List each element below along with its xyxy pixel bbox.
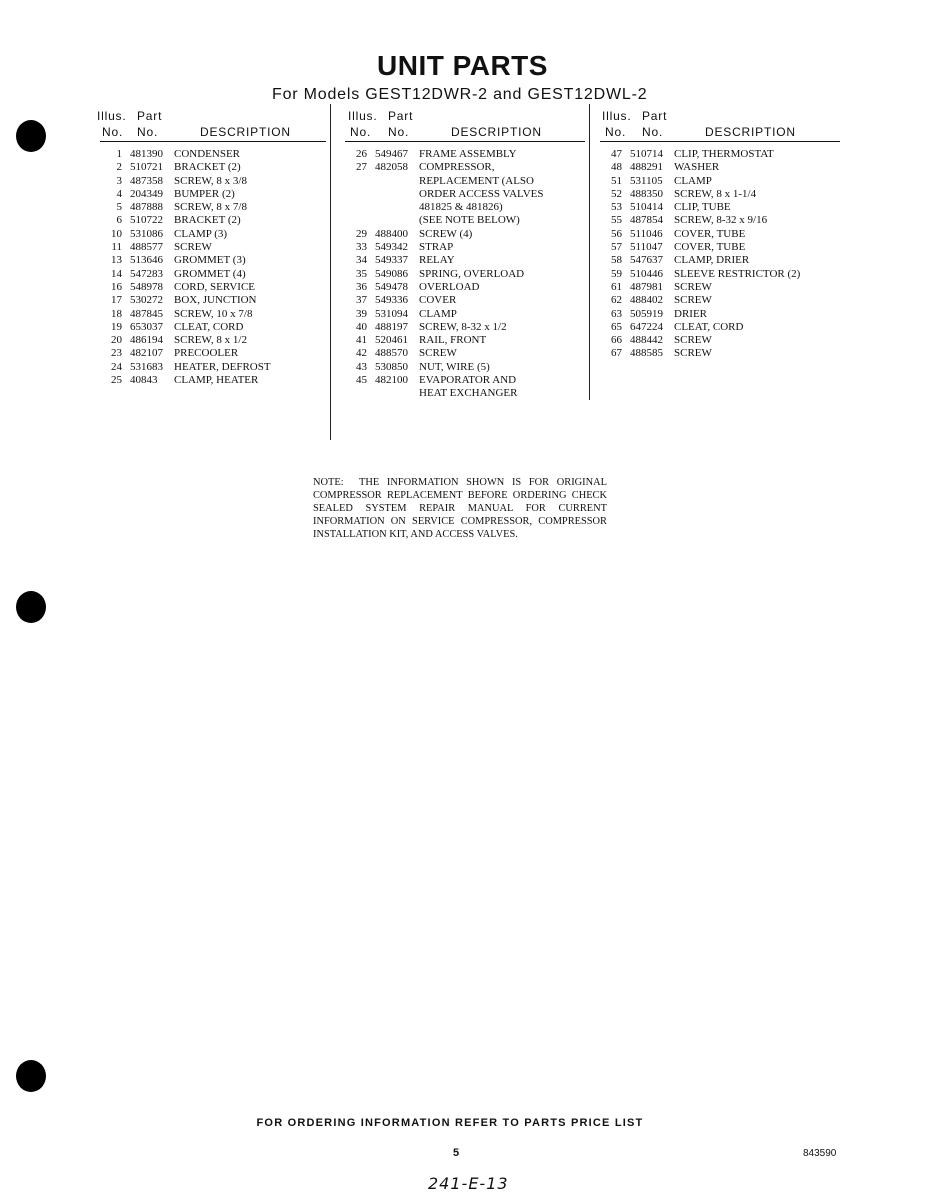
description: GROMMET (3) — [174, 254, 246, 267]
table-row — [100, 161, 326, 174]
part-no: 488350 — [630, 187, 663, 200]
part-no: 531105 — [630, 174, 663, 187]
description: SCREW — [674, 294, 712, 307]
illus-no: 57 — [611, 241, 622, 254]
parts-list — [600, 148, 840, 361]
part-no: 549086 — [375, 267, 408, 280]
illus-no: 2 — [116, 161, 122, 174]
illus-no: 39 — [356, 307, 367, 320]
table-row — [345, 148, 585, 161]
table-row — [600, 254, 840, 267]
column-header — [600, 107, 840, 142]
table-row — [345, 214, 585, 227]
table-row — [100, 281, 326, 294]
illus-no: 6 — [116, 214, 122, 227]
part-no: 530850 — [375, 360, 408, 373]
part-no: 547637 — [630, 254, 663, 267]
parts-list — [100, 148, 326, 387]
part-no: 488570 — [375, 347, 408, 360]
table-row — [345, 347, 585, 360]
description: PRECOOLER — [174, 347, 239, 360]
table-row — [600, 347, 840, 360]
part-no: 487845 — [130, 307, 163, 320]
illus-no: 10 — [111, 227, 122, 240]
illus-no: 33 — [356, 241, 367, 254]
table-row — [100, 321, 326, 334]
table-row — [100, 254, 326, 267]
illus-no: 66 — [611, 334, 622, 347]
description: REPLACEMENT (ALSO — [419, 174, 534, 187]
description: NUT, WIRE (5) — [419, 360, 490, 373]
illus-no: 29 — [356, 227, 367, 240]
header-part: Part — [642, 109, 668, 123]
models-subtitle: For Models GEST12DWR-2 and GEST12DWL-2 — [272, 86, 648, 103]
part-no: 482100 — [375, 374, 408, 387]
illus-no: 13 — [111, 254, 122, 267]
description: RELAY — [419, 254, 455, 267]
part-no: 505919 — [630, 307, 663, 320]
table-row — [345, 201, 585, 214]
table-row — [100, 188, 326, 201]
description: CLEAT, CORD — [174, 320, 244, 333]
part-no: 511047 — [630, 241, 663, 254]
description: ORDER ACCESS VALVES — [419, 187, 544, 200]
table-row — [600, 268, 840, 281]
header-part-no: No. — [642, 125, 664, 139]
table-row — [345, 228, 585, 241]
illus-no — [345, 214, 367, 227]
table-row — [600, 321, 840, 334]
table-row — [600, 241, 840, 254]
illus-no: 4 — [116, 187, 122, 200]
document-number: 843590 — [803, 1148, 837, 1159]
illus-no: 42 — [356, 347, 367, 360]
illus-no — [345, 387, 367, 400]
description: CLAMP — [674, 174, 712, 187]
table-row — [345, 161, 585, 174]
description: SCREW — [674, 347, 712, 360]
description: COVER — [419, 294, 457, 307]
illus-no: 48 — [611, 161, 622, 174]
table-row — [100, 268, 326, 281]
table-row — [100, 175, 326, 188]
illus-no: 53 — [611, 201, 622, 214]
page-title: UNIT PARTS — [377, 50, 548, 81]
illus-no: 24 — [111, 360, 122, 373]
description: BUMPER (2) — [174, 187, 235, 200]
description: 481825 & 481826) — [419, 201, 503, 214]
table-row — [345, 241, 585, 254]
parts-column-1 — [97, 107, 326, 387]
illus-no: 1 — [116, 148, 122, 160]
illus-no: 51 — [611, 174, 622, 187]
table-row — [345, 268, 585, 281]
table-row — [600, 334, 840, 347]
part-no: 530272 — [130, 294, 163, 307]
part-no: 647224 — [630, 320, 663, 333]
description: SLEEVE RESTRICTOR (2) — [674, 267, 801, 280]
table-row — [100, 214, 326, 227]
table-row — [600, 281, 840, 294]
description: WASHER — [674, 161, 720, 174]
header-description: DESCRIPTION — [451, 125, 542, 139]
table-row — [100, 241, 326, 254]
table-row — [600, 294, 840, 307]
part-no: 204349 — [130, 187, 163, 200]
table-row — [345, 254, 585, 267]
column-divider-2 — [589, 104, 590, 400]
handwritten-code: 241-E-13 — [428, 1174, 509, 1193]
illus-no: 23 — [111, 347, 122, 360]
part-no: 510714 — [630, 148, 663, 160]
illus-no: 45 — [356, 374, 367, 387]
table-row — [600, 188, 840, 201]
part-no — [367, 387, 419, 400]
description: CLAMP, DRIER — [674, 254, 750, 267]
table-row — [100, 201, 326, 214]
description: GROMMET (4) — [174, 267, 246, 280]
illus-no: 62 — [611, 294, 622, 307]
part-no: 548978 — [130, 280, 163, 293]
description: BRACKET (2) — [174, 214, 241, 227]
description: CLAMP (3) — [174, 227, 228, 240]
part-no: 510722 — [130, 214, 163, 227]
description: SCREW, 10 x 7/8 — [174, 307, 253, 320]
part-no: 482058 — [375, 161, 408, 174]
description: BRACKET (2) — [174, 161, 241, 174]
parts-column-3 — [600, 107, 840, 361]
part-no: 510414 — [630, 201, 663, 214]
table-row — [345, 361, 585, 374]
illus-no: 65 — [611, 320, 622, 333]
illus-no: 20 — [111, 334, 122, 347]
description: COMPRESSOR, — [419, 161, 495, 174]
description: SCREW, 8 x 1-1/4 — [674, 187, 757, 200]
binder-hole-middle — [16, 591, 46, 623]
description: SCREW — [419, 347, 457, 360]
description: CLAMP, HEATER — [174, 374, 259, 387]
part-no: 488291 — [630, 161, 663, 174]
illus-no: 67 — [611, 347, 622, 360]
table-row — [345, 175, 585, 188]
part-no: 488197 — [375, 320, 408, 333]
part-no: 511046 — [630, 227, 663, 240]
table-row — [100, 228, 326, 241]
header-no: No. — [605, 125, 627, 139]
part-no: 482107 — [130, 347, 163, 360]
illus-no: 34 — [356, 254, 367, 267]
part-no — [367, 188, 419, 201]
header-illus: Illus. — [602, 109, 632, 123]
illus-no: 11 — [111, 241, 122, 254]
illus-no: 52 — [611, 187, 622, 200]
table-row — [100, 334, 326, 347]
part-no: 531683 — [130, 360, 163, 373]
table-row — [600, 201, 840, 214]
description: OVERLOAD — [419, 280, 480, 293]
table-row — [345, 188, 585, 201]
description: CONDENSER — [174, 148, 241, 160]
illus-no: 14 — [111, 267, 122, 280]
illus-no: 56 — [611, 227, 622, 240]
binder-hole-bottom — [16, 1060, 46, 1092]
parts-list — [345, 148, 585, 401]
illus-no — [345, 188, 367, 201]
part-no: 531086 — [130, 227, 163, 240]
part-no: 487358 — [130, 174, 163, 187]
column-header — [97, 107, 326, 142]
description: SCREW — [174, 241, 212, 254]
illus-no: 25 — [111, 374, 122, 387]
description: DRIER — [674, 307, 707, 320]
part-no: 547283 — [130, 267, 163, 280]
binder-hole-top — [16, 120, 46, 152]
table-row — [345, 294, 585, 307]
header-description: DESCRIPTION — [200, 125, 291, 139]
part-no — [367, 175, 419, 188]
description: (SEE NOTE BELOW) — [419, 214, 520, 227]
header-illus: Illus. — [97, 109, 127, 123]
part-no: 549467 — [375, 148, 408, 160]
table-row — [345, 281, 585, 294]
description: SCREW — [674, 280, 712, 293]
illus-no: 19 — [111, 320, 122, 333]
table-row — [600, 214, 840, 227]
part-no — [367, 214, 419, 227]
description: SCREW, 8-32 x 1/2 — [419, 320, 507, 333]
table-row — [100, 347, 326, 360]
illus-no: 17 — [111, 294, 122, 307]
page-number: 5 — [453, 1147, 460, 1159]
description: RAIL, FRONT — [419, 334, 487, 347]
header-no: No. — [350, 125, 372, 139]
table-row — [345, 321, 585, 334]
description: SPRING, OVERLOAD — [419, 267, 525, 280]
table-row — [600, 161, 840, 174]
part-no: 520461 — [375, 334, 408, 347]
description: SCREW, 8 x 3/8 — [174, 174, 247, 187]
illus-no: 59 — [611, 267, 622, 280]
illus-no: 3 — [116, 174, 122, 187]
description: SCREW, 8-32 x 9/16 — [674, 214, 768, 227]
description: EVAPORATOR AND — [419, 374, 517, 387]
illus-no: 41 — [356, 334, 367, 347]
part-no: 40843 — [130, 374, 158, 387]
part-no: 531094 — [375, 307, 408, 320]
header-illus: Illus. — [348, 109, 378, 123]
table-row — [600, 175, 840, 188]
illus-no: 43 — [356, 360, 367, 373]
part-no: 487888 — [130, 201, 163, 214]
part-no: 487981 — [630, 280, 663, 293]
table-row — [345, 334, 585, 347]
part-no: 510721 — [130, 161, 163, 174]
illus-no: 58 — [611, 254, 622, 267]
illus-no: 26 — [356, 148, 367, 160]
part-no: 488577 — [130, 241, 163, 254]
illus-no: 61 — [611, 280, 622, 293]
part-no: 481390 — [130, 148, 163, 160]
header-description: DESCRIPTION — [705, 125, 796, 139]
illus-no: 63 — [611, 307, 622, 320]
header-part: Part — [137, 109, 163, 123]
table-row — [345, 374, 585, 387]
description: SCREW, 8 x 7/8 — [174, 201, 247, 214]
part-no: 510446 — [630, 267, 663, 280]
description: CLIP, THERMOSTAT — [674, 148, 774, 160]
description: COVER, TUBE — [674, 227, 746, 240]
description: BOX, JUNCTION — [174, 294, 257, 307]
column-header — [345, 107, 585, 142]
description: SCREW — [674, 334, 712, 347]
description: HEAT EXCHANGER — [419, 387, 518, 400]
table-row — [600, 148, 840, 161]
illus-no — [345, 175, 367, 188]
description: SCREW (4) — [419, 227, 473, 240]
description: HEATER, DEFROST — [174, 360, 271, 373]
table-row — [100, 308, 326, 321]
illus-no: 47 — [611, 148, 622, 160]
table-row — [100, 294, 326, 307]
illus-no: 35 — [356, 267, 367, 280]
description: SCREW, 8 x 1/2 — [174, 334, 247, 347]
part-no — [367, 201, 419, 214]
part-no: 488585 — [630, 347, 663, 360]
part-no: 487854 — [630, 214, 663, 227]
part-no: 549336 — [375, 294, 408, 307]
part-no: 549342 — [375, 241, 408, 254]
parts-column-2 — [345, 107, 585, 401]
description: CORD, SERVICE — [174, 280, 256, 293]
table-row — [345, 387, 585, 400]
description: COVER, TUBE — [674, 241, 746, 254]
illus-no: 40 — [356, 320, 367, 333]
compressor-note — [313, 476, 607, 541]
description: CLAMP — [419, 307, 457, 320]
illus-no: 55 — [611, 214, 622, 227]
table-row — [100, 374, 326, 387]
table-row — [100, 148, 326, 161]
part-no: 513646 — [130, 254, 163, 267]
illus-no — [345, 201, 367, 214]
part-no: 488442 — [630, 334, 663, 347]
ordering-footer: FOR ORDERING INFORMATION REFER TO PARTS PRICE LIST — [256, 1117, 644, 1129]
part-no: 486194 — [130, 334, 163, 347]
description: STRAP — [419, 241, 454, 254]
illus-no: 5 — [116, 201, 122, 214]
part-no: 653037 — [130, 320, 163, 333]
header-part: Part — [388, 109, 414, 123]
header-part-no: No. — [388, 125, 410, 139]
table-row — [100, 361, 326, 374]
illus-no: 37 — [356, 294, 367, 307]
table-row — [600, 308, 840, 321]
column-divider-1 — [330, 104, 331, 440]
description: CLEAT, CORD — [674, 320, 744, 333]
note-text: THE INFORMATION SHOWN IS FOR ORIGINAL COMPRESSOR REPLACEMENT BEFORE ORDERING CHECK SEALED SYSTEM REPAIR MANUAL FOR CURRENT INFORMATION ON SERVICE COMPRESSOR, COMPRESSOR INSTALLATION KIT, AND ACCESS VALVES. — [313, 477, 607, 541]
table-row — [345, 308, 585, 321]
header-part-no: No. — [137, 125, 159, 139]
part-no: 549337 — [375, 254, 408, 267]
table-row — [600, 228, 840, 241]
description: FRAME ASSEMBLY — [419, 148, 517, 160]
illus-no: 27 — [356, 161, 367, 174]
illus-no: 18 — [111, 307, 122, 320]
illus-no: 16 — [111, 280, 122, 293]
part-no: 488400 — [375, 227, 408, 240]
header-no: No. — [102, 125, 124, 139]
illus-no: 36 — [356, 280, 367, 293]
description: CLIP, TUBE — [674, 201, 731, 214]
part-no: 549478 — [375, 280, 408, 293]
note-label: NOTE: — [313, 477, 344, 488]
part-no: 488402 — [630, 294, 663, 307]
